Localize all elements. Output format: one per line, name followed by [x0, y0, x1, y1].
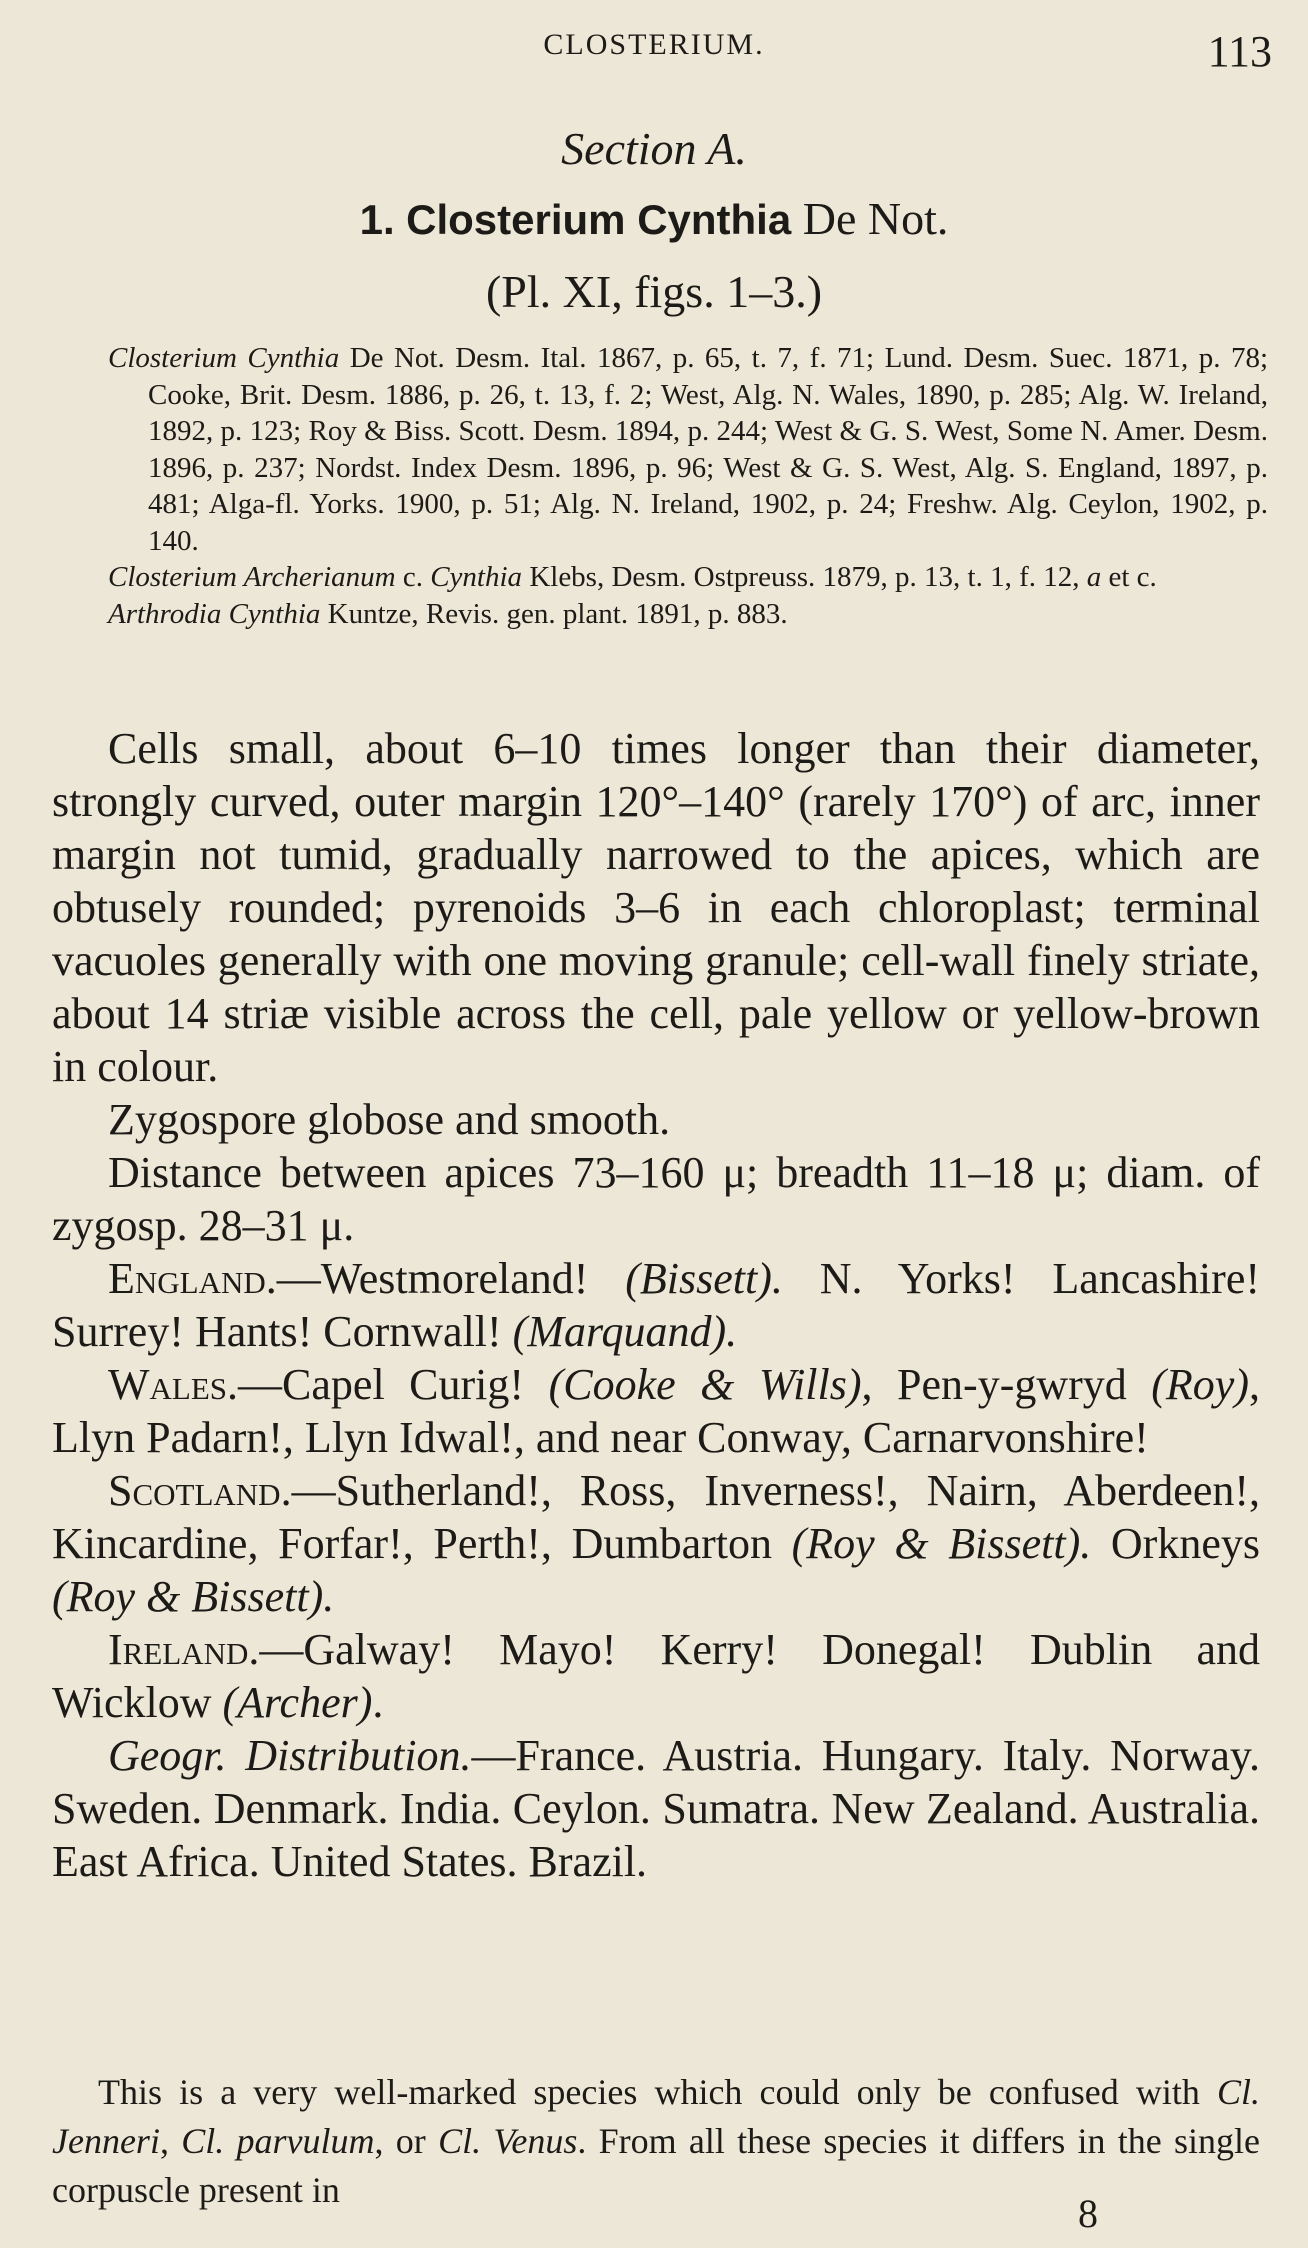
synonym-name: Closterium Cynthia — [108, 342, 340, 374]
distribution-wales — [52, 1358, 1260, 1464]
remarks-text: , — [159, 2121, 182, 2161]
section-heading: Section A. — [561, 123, 747, 174]
synonym-citation-tail: et c. — [1101, 561, 1157, 593]
species-reference: Cl. Jenneri — [52, 2072, 1260, 2161]
synonym-entry — [108, 596, 1268, 633]
synonymy-list — [108, 340, 1268, 632]
zygospore-description: Zygospore globose and smooth. — [108, 1095, 671, 1144]
region-label: England. — [108, 1254, 277, 1303]
synonym-entry — [108, 559, 1268, 596]
region-label: Scotland. — [108, 1466, 292, 1515]
species-number: 1. — [359, 196, 395, 243]
distribution-ireland — [52, 1623, 1260, 1729]
locality-text: —France. Austria. Hungary. Italy. Norway. Sweden. Denmark. India. Ceylon. Sumatra. New Zealand. Australia. East Africa. United States. Brazil. — [52, 1731, 1261, 1886]
locality-text: , Llyn Padarn!, Llyn Idwal!, and near Conway, Carnarvonshire! — [52, 1360, 1260, 1462]
species-authority: De Not. — [802, 193, 949, 244]
region-label: Wales. — [108, 1360, 239, 1409]
synonym-citation: De Not. Desm. Ital. 1867, p. 65, t. 7, f. 71; Lund. Desm. Suec. 1871, p. 78; Cooke, Brit. Desm. 1886, p. 26, t. 13, f. 2; West, Alg. N. Wales, 1890, p. 285; Alg. W. Ireland, 1892, p. 123; Roy & Biss. Scott. Desm. 1894, p. 244; West & G. S. West, Some N. Amer. Desm. 1896, p. 237; Nordst. Index Desm. 1896, p. 96; West & G. S. West, Alg. S. England, 1897, p. 481; Alga-fl. Yorks. 1900, p. 51; Alg. N. Ireland, 1902, p. 24; Freshw. Alg. Ceylon, 1902, p. 140. — [148, 342, 1269, 557]
species-name: Closterium Cynthia — [406, 196, 792, 243]
cell-description: Cells small, about 6–10 times longer than their diameter, strongly curved, outer margin 120°–140° (rarely 170°) of arc, inner margin not tumid, gradually narrowed to the apices, which are obtusely rounded; pyrenoids 3–6 in each chloroplast; terminal vacuoles generally with one moving granule; cell-wall finely striate, about 14 striæ visible across the cell, pale yellow or yellow-brown in colour. — [52, 724, 1260, 1091]
species-reference: Cl. parvulum — [181, 2121, 375, 2161]
geographical-distribution — [52, 1729, 1260, 1888]
collector: (Cooke & Wills) — [548, 1360, 862, 1409]
distribution-england — [52, 1252, 1260, 1358]
synonym-name: Closterium Archerianum — [108, 561, 396, 593]
collector: (Roy) — [1151, 1360, 1249, 1409]
synonym-citation: Kuntze, Revis. gen. plant. 1891, p. 883. — [320, 597, 788, 630]
region-label: Geogr. Distribution. — [108, 1731, 472, 1780]
dimensions: Distance between apices 73–160 μ; breadth 11–18 μ; diam. of zygosp. 28–31 μ. — [52, 1148, 1260, 1250]
locality-text: —Galway! Mayo! Kerry! Donegal! Dublin and Wicklow — [52, 1625, 1260, 1727]
collector: (Marquand). — [512, 1307, 738, 1356]
collector: (Bissett). — [625, 1254, 783, 1303]
collector: (Archer) — [222, 1678, 373, 1727]
species-description — [52, 722, 1260, 1888]
locality-text: —Capel Curig! — [238, 1360, 549, 1409]
synonym-entry — [108, 340, 1268, 559]
synonym-citation: Klebs, Desm. Ostpreuss. 1879, p. 13, t. 1, f. 12, — [522, 561, 1087, 593]
signature-mark: 8 — [1078, 2191, 1098, 2236]
locality-text: , Pen-y-gwryd — [861, 1360, 1152, 1409]
locality-text: . — [372, 1678, 384, 1727]
species-reference: Cl. Venus — [438, 2121, 578, 2161]
remarks-text: . From all these species it differs in the single corpuscle present in — [52, 2121, 1260, 2210]
locality-text: —Westmoreland! — [276, 1254, 626, 1303]
locality-text: N. Yorks! Lancashire! Surrey! Hants! Cornwall! — [52, 1254, 1260, 1356]
distribution-scotland — [52, 1464, 1260, 1623]
collector: (Roy & Bissett). — [52, 1572, 335, 1621]
remarks-text: , or — [374, 2121, 439, 2161]
page-number: 113 — [1207, 27, 1272, 76]
synonym-connector: c. — [395, 561, 431, 593]
synonym-name-part: Cynthia — [430, 561, 523, 593]
locality-text: Orkneys — [1091, 1519, 1260, 1568]
synonym-citation-italic: a — [1086, 561, 1102, 593]
region-label: Ireland. — [108, 1625, 260, 1674]
collector: (Roy & Bissett). — [791, 1519, 1092, 1568]
running-head: CLOSTERIUM. — [543, 28, 765, 61]
synonym-name: Arthrodia Cynthia — [108, 597, 321, 630]
remarks-text: This is a very well-marked species which could only be confused with — [98, 2072, 1217, 2112]
locality-text: —Sutherland!, Ross, Inverness!, Nairn, Aberdeen!, Kincardine, Forfar!, Perth!, Dumbarton — [52, 1466, 1260, 1568]
plate-reference: (Pl. XI, figs. 1–3.) — [485, 266, 823, 317]
species-title — [0, 192, 1308, 245]
